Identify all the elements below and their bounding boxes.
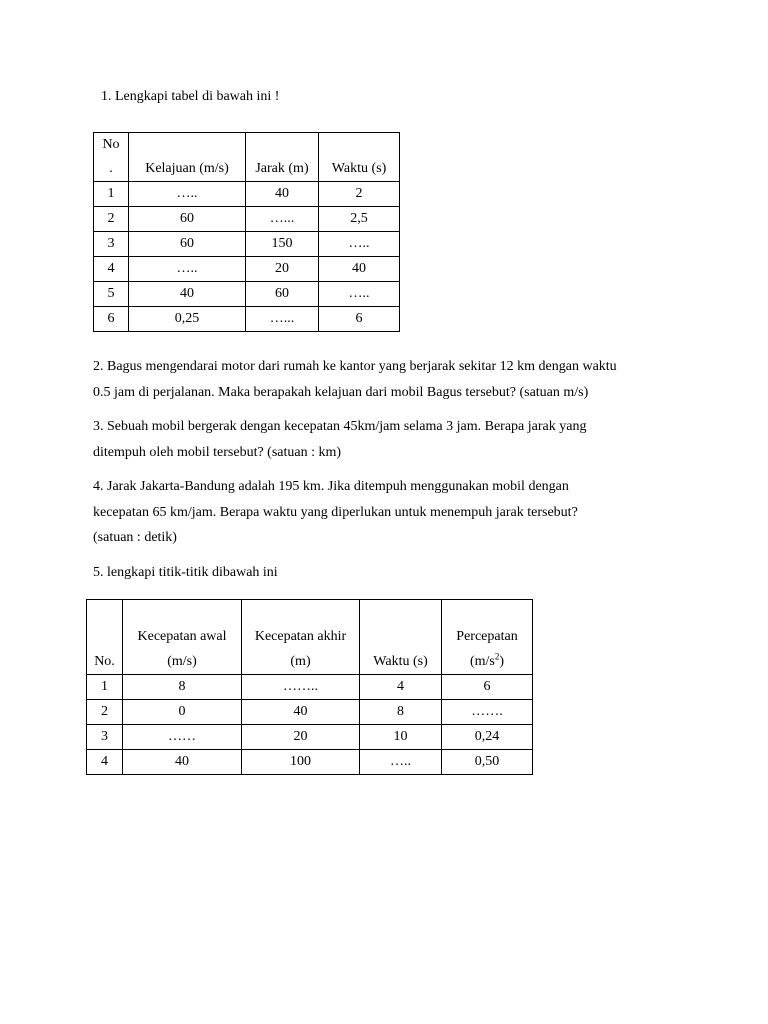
table-cell: 5 (94, 282, 129, 307)
table-cell: 60 (129, 232, 246, 257)
table-cell: 20 (246, 257, 319, 282)
header-kecepatan-akhir: Kecepatan akhir (m) (242, 600, 360, 675)
header-jarak: Jarak (m) (246, 133, 319, 182)
table-cell: 40 (123, 750, 242, 775)
question-2-line-1: 2. Bagus mengendarai motor dari rumah ke kantor yang berjarak sekitar 12 km dengan waktu (93, 359, 617, 374)
table-cell: 20 (242, 725, 360, 750)
table-cell: 60 (246, 282, 319, 307)
table-row (87, 725, 533, 750)
header-no: No . (94, 133, 129, 182)
question-4-line-2: kecepatan 65 km/jam. Berapa waktu yang diperlukan untuk menempuh jarak tersebut? (93, 504, 578, 520)
table-cell: 6 (442, 675, 533, 700)
question-2-line-2: 0.5 jam di perjalanan. Maka berapakah kelajuan dari mobil Bagus tersebut? (satuan m/s) (93, 384, 589, 400)
table-cell: 8 (123, 675, 242, 700)
acceleration-table (86, 599, 533, 775)
table-cell: 100 (242, 750, 360, 775)
table-row (94, 207, 400, 232)
table-header-row (94, 133, 400, 182)
table-cell: 1 (94, 182, 129, 207)
table-cell: 3 (94, 232, 129, 257)
header-kelajuan: Kelajuan (m/s) (129, 133, 246, 182)
question-2 (93, 354, 693, 405)
header-waktu: Waktu (s) (360, 600, 442, 675)
table-row (94, 257, 400, 282)
table-row (94, 307, 400, 332)
table-cell: 3 (87, 725, 123, 750)
table-cell: 4 (94, 257, 129, 282)
table-cell: 6 (319, 307, 400, 332)
table-cell: 10 (360, 725, 442, 750)
table-cell: 2 (94, 207, 129, 232)
table-cell: 8 (360, 700, 442, 725)
table-cell: ….. (129, 182, 246, 207)
table-cell: ….. (360, 750, 442, 775)
question-3 (93, 414, 693, 465)
table-cell: ……. (442, 700, 533, 725)
table-cell: 4 (360, 675, 442, 700)
table-row (87, 675, 533, 700)
table-cell: 6 (94, 307, 129, 332)
speed-table (93, 132, 400, 332)
question-4-line-1: 4. Jarak Jakarta-Bandung adalah 195 km. Jika ditempuh menggunakan mobil dengan (93, 479, 569, 494)
header-no: No. (87, 600, 123, 675)
table-row (94, 182, 400, 207)
question-3-line-2: ditempuh oleh mobil tersebut? (satuan : km) (93, 444, 342, 460)
table-cell: …….. (242, 675, 360, 700)
table-cell: 0,25 (129, 307, 246, 332)
table-cell: 40 (242, 700, 360, 725)
table-cell: …… (123, 725, 242, 750)
table-cell: 0 (123, 700, 242, 725)
question-1-title: 1. Lengkapi tabel di bawah ini ! (101, 89, 280, 104)
table-row (94, 232, 400, 257)
table-cell: 1 (87, 675, 123, 700)
table-cell: 2 (87, 700, 123, 725)
question-3-line-1: 3. Sebuah mobil bergerak dengan kecepatan 45km/jam selama 3 jam. Berapa jarak yang (93, 419, 587, 434)
table-row (94, 282, 400, 307)
header-kecepatan-awal: Kecepatan awal (m/s) (123, 600, 242, 675)
table-cell: ….. (319, 282, 400, 307)
table-cell: 40 (319, 257, 400, 282)
question-4-line-3: (satuan : detik) (93, 530, 177, 545)
table-cell: 60 (129, 207, 246, 232)
table-cell: 150 (246, 232, 319, 257)
question-4 (93, 474, 693, 551)
table-cell: ….. (319, 232, 400, 257)
question-5-title: 5. lengkapi titik-titik dibawah ini (93, 565, 278, 580)
table-cell: ….. (129, 257, 246, 282)
table-cell: 0,24 (442, 725, 533, 750)
table-row (87, 750, 533, 775)
table-cell: 0,50 (442, 750, 533, 775)
table-row (87, 700, 533, 725)
table-cell: 2 (319, 182, 400, 207)
table-cell: 2,5 (319, 207, 400, 232)
header-percepatan: Percepatan $(m/s^2)$ (442, 600, 533, 675)
table-cell: 40 (246, 182, 319, 207)
table-cell: …... (246, 307, 319, 332)
table-cell: 40 (129, 282, 246, 307)
header-waktu: Waktu (s) (319, 133, 400, 182)
table-cell: …... (246, 207, 319, 232)
table-header-row (87, 600, 533, 675)
table-cell: 4 (87, 750, 123, 775)
